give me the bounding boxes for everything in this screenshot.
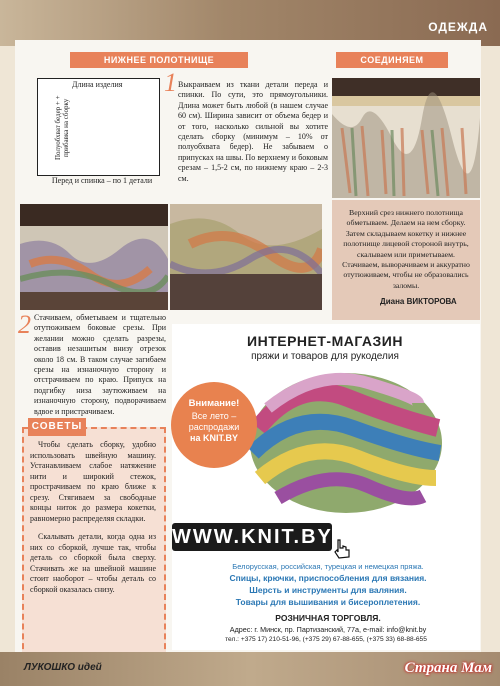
tip-2: Скалывать детали, когда одна из них со сборкой, лучше так, чтобы деталь со сборкой была сверху. Стачивать же на швейной машине стоит наоборот – чтобы деталь со сборкой оказалась снизу. — [30, 532, 156, 594]
badge-sale: Все лето – распродажи — [188, 411, 240, 432]
step-number-2: 2 — [18, 310, 31, 339]
step-number-1: 1 — [164, 68, 177, 97]
section-label: ОДЕЖДА — [428, 20, 488, 34]
fabric-photo-folded — [20, 204, 168, 310]
section-title-join: СОЕДИНЯЕМ — [336, 52, 448, 68]
promo-badge — [171, 382, 257, 468]
ad-line-felting: Шерсть и инструменты для валяния. — [249, 585, 407, 595]
ad-line-embroidery: Товары для вышивания и бисероплетения. — [235, 597, 421, 607]
cursor-hand-icon — [331, 538, 353, 560]
badge-attention: Внимание! — [188, 398, 240, 409]
website-link[interactable]: WWW.KNIT.BY — [172, 523, 332, 551]
tip-1: Чтобы сделать сборку, удобно использовать швейную машину. Устанавливаем слабое натяжение нити и широкий стежок, прострачиваем по краю ближе к срезу. Стягиваем за свободные концы ниток до размера кокетки, равномерно распределяя складки. — [30, 440, 156, 523]
diagram-side-label: Полуобхват бедер + + прибавка на сборку — [54, 95, 70, 161]
fabric-photo-sewing — [170, 204, 322, 310]
ad-line-yarn: Белорусская, российская, турецкая и немецкая пряжа. — [232, 562, 424, 571]
diagram-caption: Перед и спинка – по 1 детали — [51, 176, 153, 185]
badge-site: на KNIT.BY — [190, 433, 238, 443]
step-2-text: Стачиваем, обметываем и тщательно отутюживаем боковые срезы. При желании можно сделать разрезы, оставив незашитым внизу отрезок около 18 см. В таком случае загибаем срезы на изнаночную сторону и отстрачиваем по краю. Припуск на подгибку низа заутюживаем на изнаночную сторону, подворачиваем вдвое и пристрачиваем. — [34, 313, 166, 416]
tips-text — [30, 440, 156, 595]
tips-title: СОВЕТЫ — [28, 418, 86, 436]
yarn-image — [248, 368, 444, 518]
ad-subtitle: пряжи и товаров для рукоделия — [251, 351, 399, 362]
ad-retail: РОЗНИЧНАЯ ТОРГОВЛЯ. — [275, 613, 381, 623]
footer-magazine-name: ЛУКОШКО идей — [24, 662, 102, 673]
ad-line-needles: Спицы, крючки, приспособления для вязания. — [229, 573, 427, 583]
diagram-length-label: Длина изделия — [72, 80, 123, 89]
author-name: Диана ВИКТОРОВА — [380, 297, 457, 306]
ad-address: Адрес: г. Минск, пр. Партизанский, 77а, e-mail: info@knit.by — [229, 625, 427, 634]
watermark: Страна Мам — [404, 660, 492, 676]
fabric-photo-gathered — [332, 78, 480, 198]
ad-phones: тел.: +375 17) 210-51-96, (+375 29) 67-88-655, (+375 33) 68-88-655 — [225, 636, 427, 643]
ad-title: ИНТЕРНЕТ-МАГАЗИН — [247, 333, 403, 349]
step-1-text: Выкраиваем из ткани детали переда и спинки. По сути, это прямоугольники. Длина может быть любой (в нашем случае 60 см). Ширина зависит от объема бедер и от того, насколько сильной вы хотите сделать сборку (минимум – 10% от полуобхвата бедер). Не забываем о припусках на швы. По верхнему и боковым срезам – 1,5-2 см, по нижнему краю – 2-3 см. — [178, 80, 328, 183]
join-text: Верхний срез нижнего полотнища обметываем. Делаем на нем сборку. Затем складываем кокетку и нижнее полотнище лицевой стороной внутрь, скалываем или приметываем. Стачиваем, выворачиваем и аккуратно отутюживаем, чтобы не образовались заломы. — [342, 208, 470, 290]
section-title-lower-panel: НИЖНЕЕ ПОЛОТНИЩЕ — [70, 52, 248, 68]
